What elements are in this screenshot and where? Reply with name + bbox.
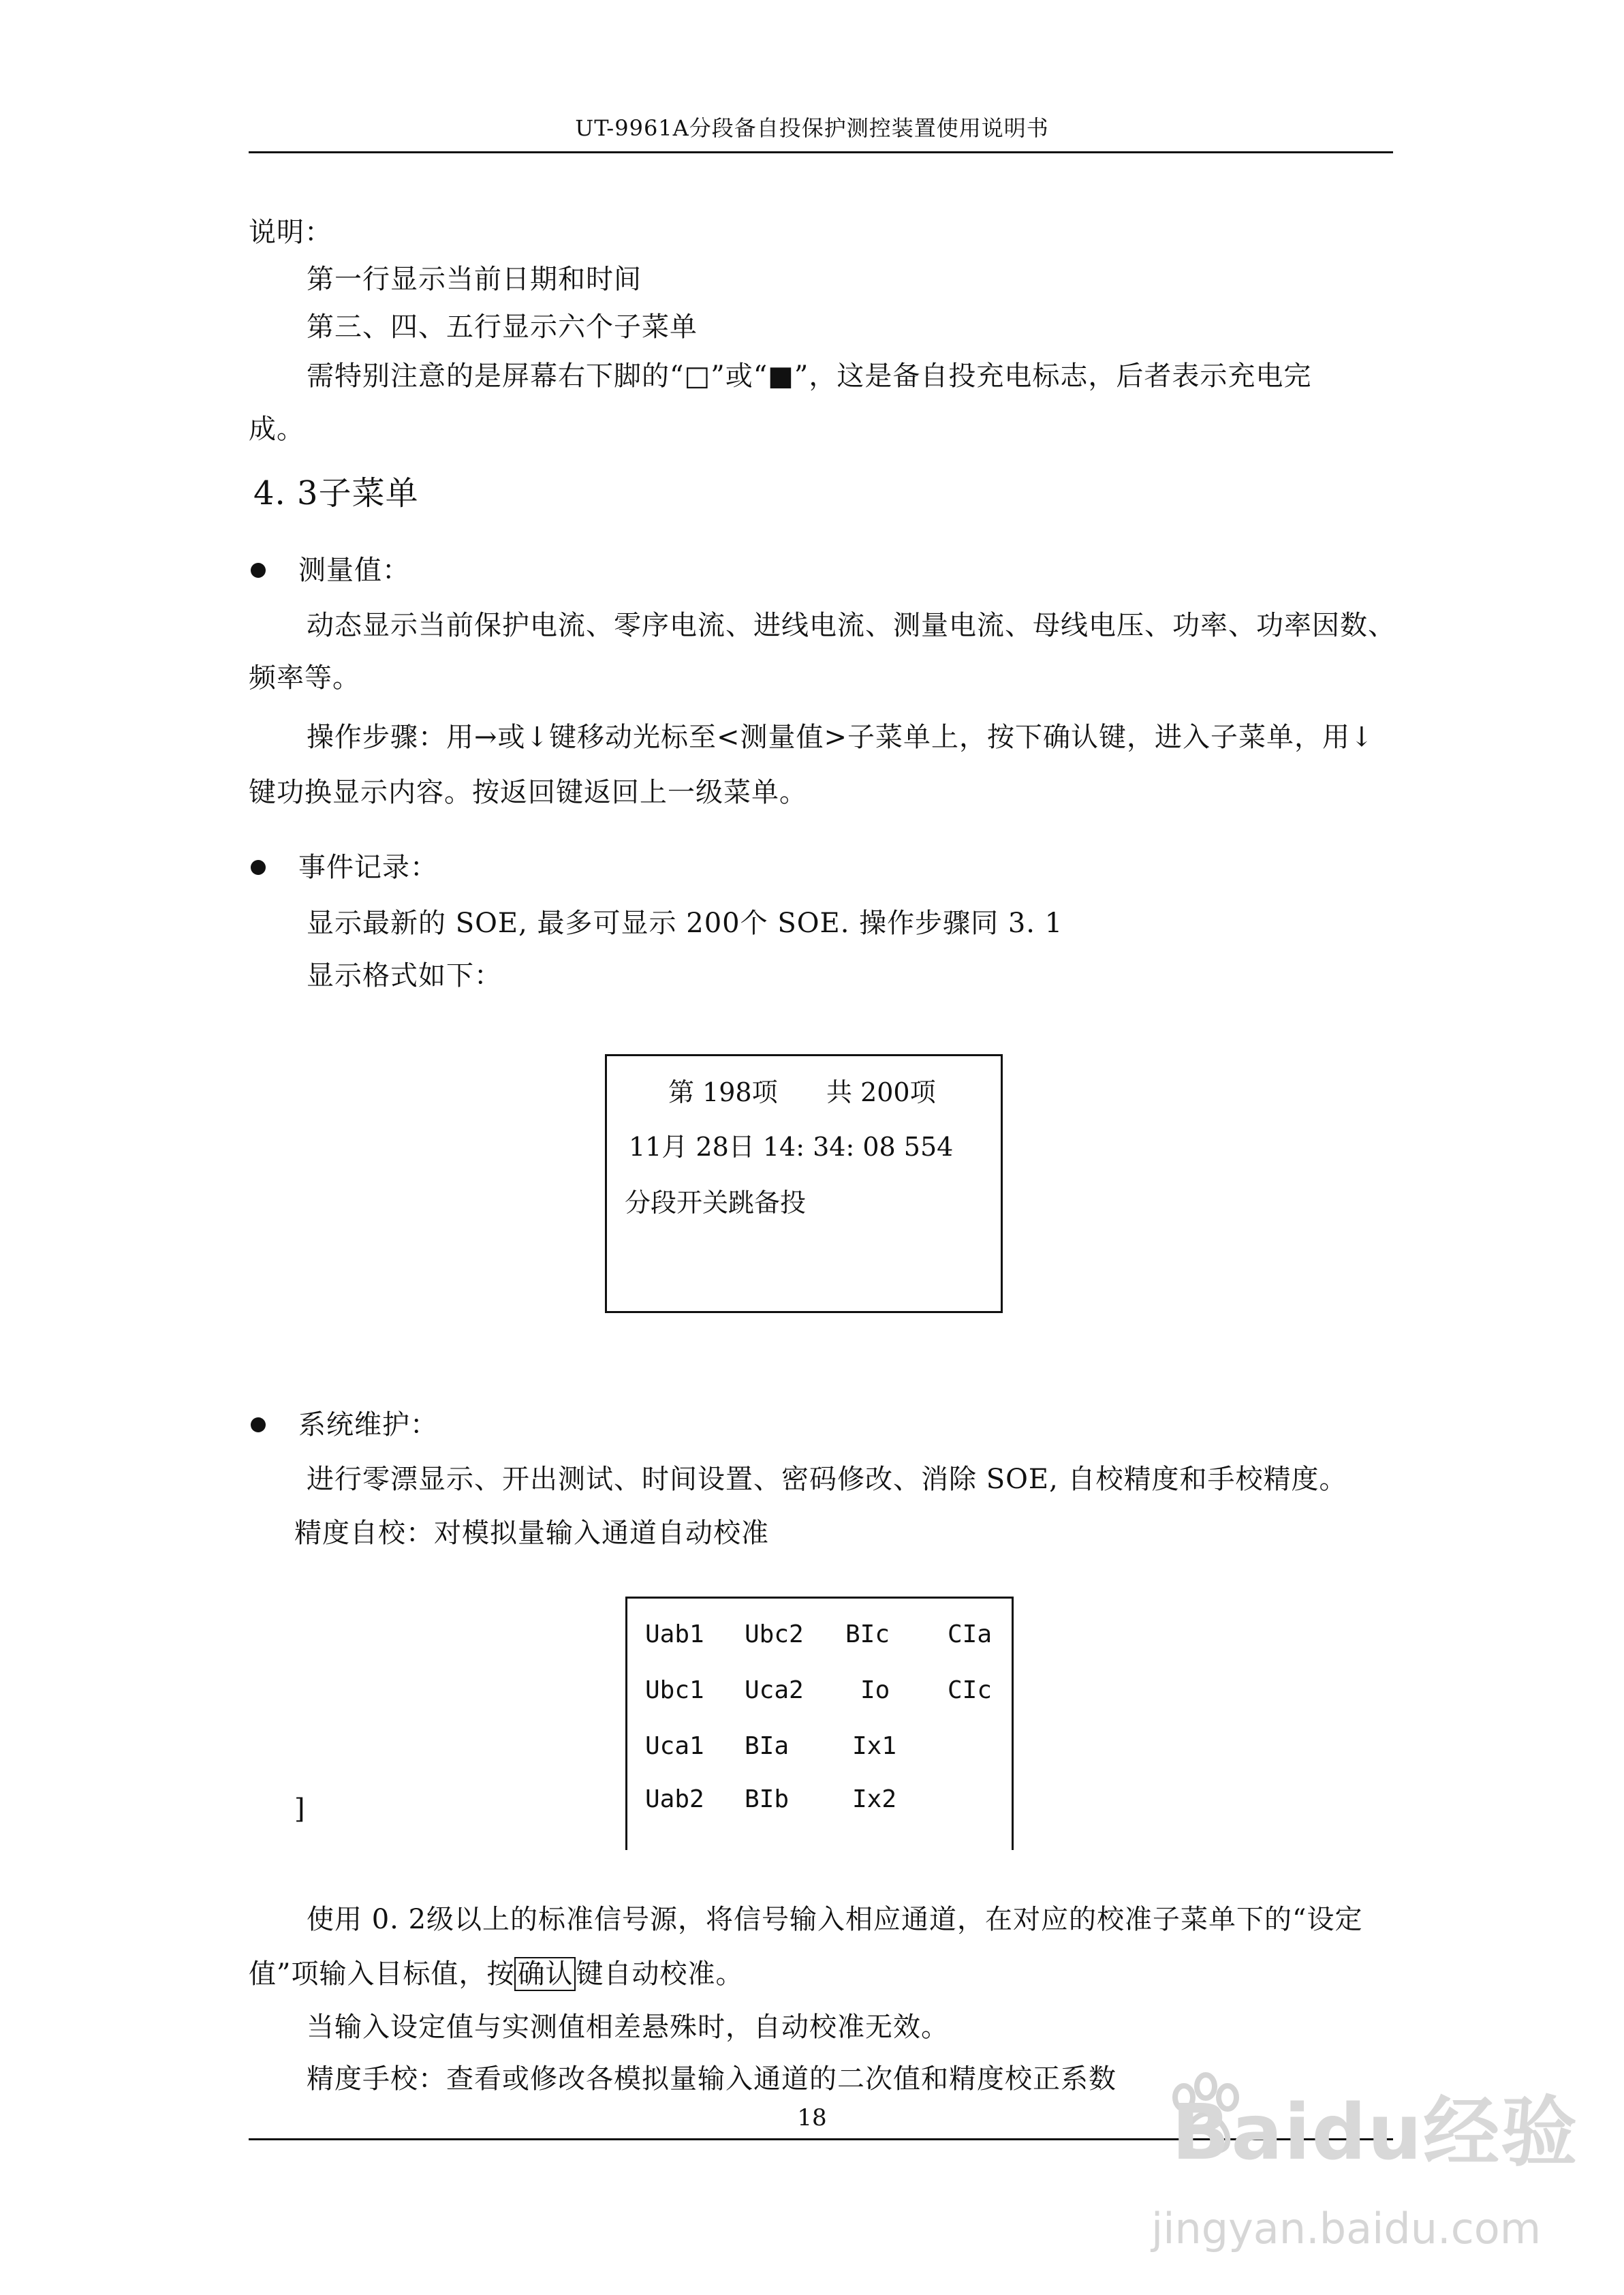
channel-label: Uab2 [645, 1785, 704, 1813]
channel-label: Ix2 [852, 1785, 897, 1813]
channel-label: Uca2 [745, 1676, 804, 1704]
bullet-icon [251, 1417, 266, 1432]
maintenance-desc: 进行零漂显示、开出测试、时间设置、密码修改、消除 SOE, 自校精度和手校精度。 [307, 1464, 1347, 1495]
events-title: 事件记录： [298, 852, 438, 883]
stray-bracket: ] [294, 1793, 306, 1825]
channel-label: Ubc2 [745, 1620, 804, 1648]
soe-item-index: 第 198项 [668, 1077, 778, 1107]
measure-desc-1: 动态显示当前保护电流、零序电流、进线电流、测量电流、母线电压、功率、功率因数、 [307, 610, 1396, 641]
measure-title: 测量值： [298, 555, 410, 586]
intro-line-2: 第三、四、五行显示六个子菜单 [307, 311, 698, 343]
channel-label: Io [860, 1676, 890, 1704]
channel-label: Ubc1 [645, 1676, 704, 1704]
soe-event-text: 分段开关跳备投 [625, 1188, 807, 1218]
soe-timestamp: 11月 28日 14: 34: 08 554 [629, 1132, 954, 1162]
channel-label: Uca1 [645, 1732, 704, 1760]
calibration-usage-1: 使用 0. 2级以上的标准信号源，将信号输入相应通道，在对应的校准子菜单下的“设定 [307, 1904, 1363, 1935]
measure-steps-1: 操作步骤：用→或↓键移动光标至<测量值>子菜单上，按下确认键，进入子菜单，用↓ [307, 722, 1374, 753]
section-heading: 4. 3子菜单 [253, 474, 419, 512]
intro-line-4: 成。 [249, 414, 304, 445]
bullet-icon [251, 860, 266, 875]
channel-label: CIa [948, 1620, 993, 1648]
channel-label: BIa [745, 1732, 790, 1760]
events-desc: 显示最新的 SOE, 最多可显示 200个 SOE. 操作步骤同 3. 1 [307, 908, 1063, 939]
calibration-usage-2b: 键自动校准。 [576, 1958, 744, 1990]
document-header-title: UT-9961A分段备自投保护测控装置使用说明书 [575, 115, 1049, 141]
channel-label: Ix1 [852, 1732, 897, 1760]
auto-calibration-text: 精度自校：对模拟量输入通道自动校准 [294, 1518, 769, 1549]
header-rule [249, 151, 1393, 153]
soe-item-total: 共 200项 [826, 1077, 936, 1107]
measure-steps-2: 键功换显示内容。按返回键返回上一级菜单。 [249, 777, 807, 808]
calibration-usage-2 [249, 1957, 743, 1991]
confirm-key-label: 确认 [514, 1957, 576, 1991]
channel-label: CIc [948, 1676, 993, 1704]
channel-display-box [625, 1597, 1014, 1850]
events-format-label: 显示格式如下： [307, 960, 502, 991]
calibration-invalid-note: 当输入设定值与实测值相差悬殊时，自动校准无效。 [307, 2012, 949, 2043]
intro-line-3: 需特别注意的是屏幕右下脚的“□”或“■”，这是备自投充电标志，后者表示充电完 [307, 360, 1312, 392]
intro-line-1: 第一行显示当前日期和时间 [307, 264, 642, 295]
page-number: 18 [797, 2104, 827, 2131]
calibration-usage-2a: 值”项输入目标值，按 [249, 1958, 515, 1990]
manual-calibration-text: 精度手校：查看或修改各模拟量输入通道的二次值和精度校正系数 [307, 2063, 1116, 2095]
maintenance-title: 系统维护： [298, 1409, 438, 1441]
bullet-icon [251, 563, 266, 578]
watermark-brand: Baidu经验 [1172, 2089, 1579, 2177]
channel-label: Uab1 [645, 1620, 704, 1648]
measure-desc-2: 频率等。 [249, 662, 360, 694]
channel-label: BIb [745, 1785, 790, 1813]
channel-label: BIc [845, 1620, 890, 1648]
intro-label: 说明： [249, 217, 332, 248]
watermark-url: jingyan.baidu.com [1151, 2204, 1542, 2253]
soe-display-box [605, 1054, 1003, 1313]
